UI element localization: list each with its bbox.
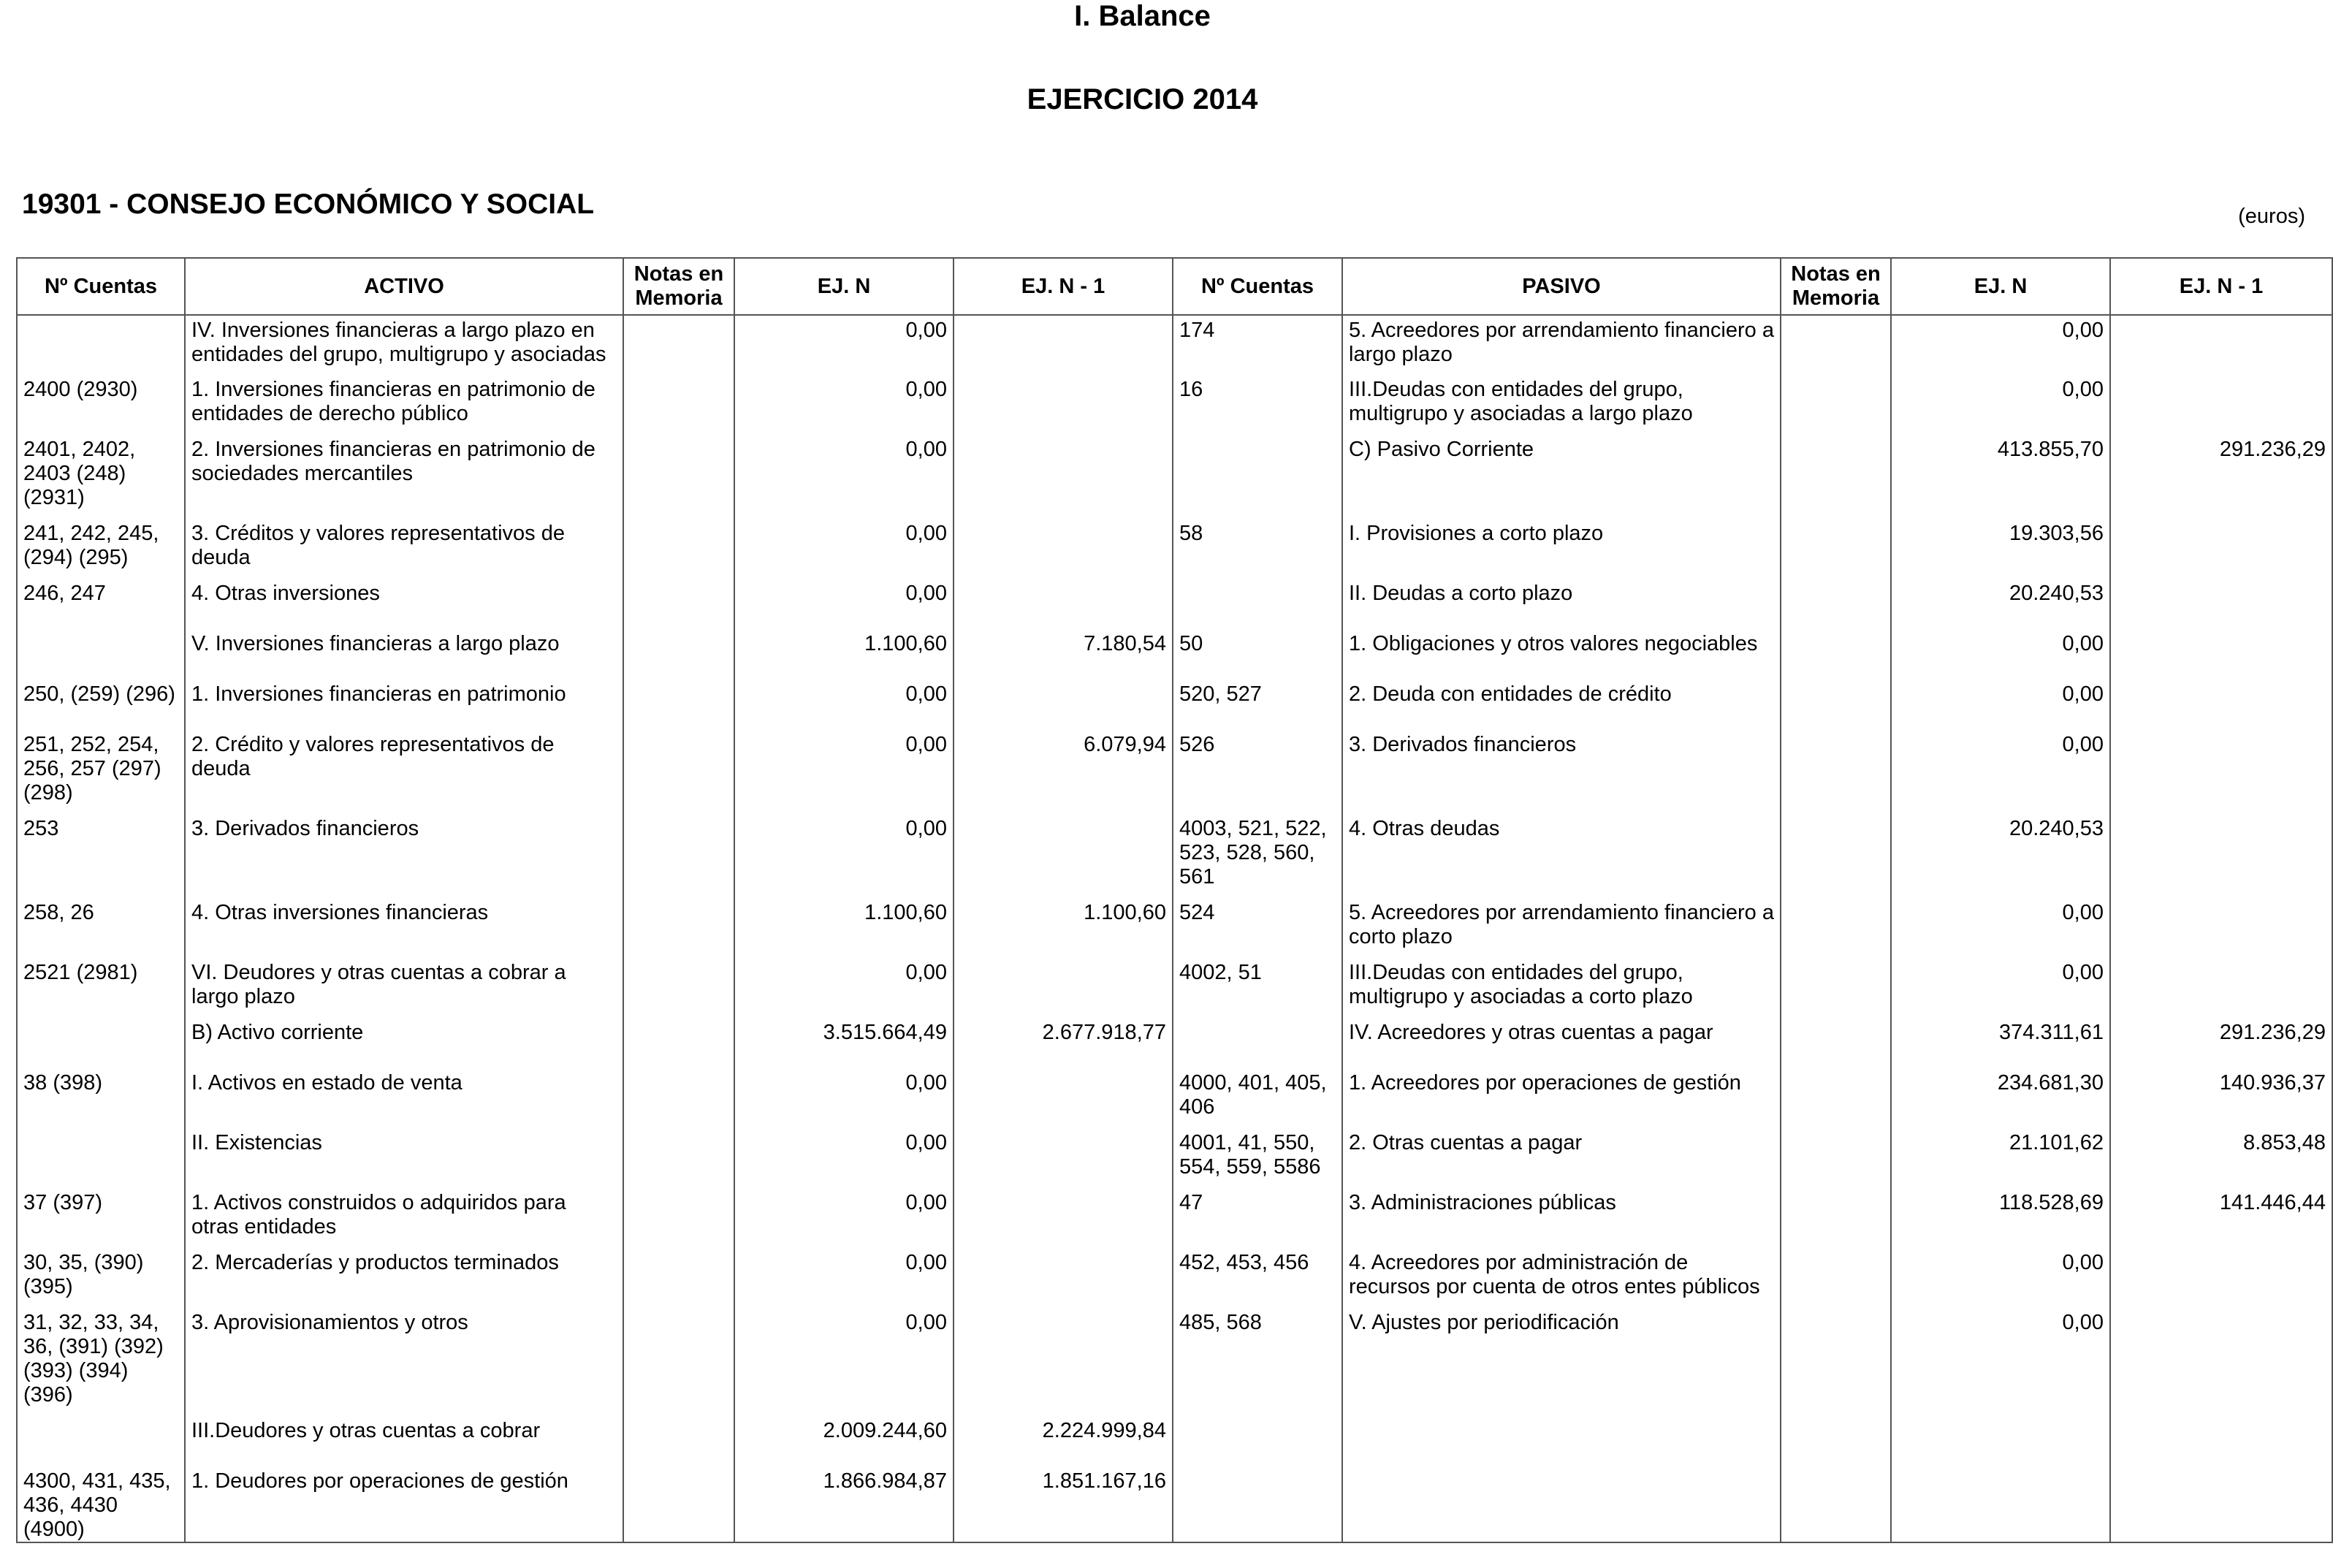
table-row — [17, 1466, 2332, 1542]
activo-ejn-cell: 0,00 — [734, 435, 954, 519]
table-row — [17, 958, 2332, 1018]
activo-cuentas-cell: 250, (259) (296) — [17, 680, 185, 730]
pasivo-label-cell: 1. Obligaciones y otros valores negociables — [1342, 629, 1781, 680]
col-header-ejn-activo: EJ. N — [734, 258, 954, 315]
activo-label-cell: III.Deudores y otras cuentas a cobrar — [185, 1416, 623, 1466]
table-row — [17, 898, 2332, 958]
activo-notas-cell — [623, 958, 734, 1018]
activo-notas-cell — [623, 1416, 734, 1466]
col-header-activo: ACTIVO — [185, 258, 623, 315]
pasivo-notas-cell — [1781, 629, 1891, 680]
col-header-cuentas-pasivo: Nº Cuentas — [1173, 258, 1342, 315]
activo-label-cell: 1. Activos construidos o adquiridos para otras entidades — [185, 1188, 623, 1248]
page-subtitle: EJERCICIO 2014 — [1027, 83, 1258, 115]
table-row — [17, 629, 2332, 680]
pasivo-ejn-cell: 20.240,53 — [1891, 814, 2110, 898]
activo-ejn-cell: 0,00 — [734, 730, 954, 814]
pasivo-ejn-cell: 0,00 — [1891, 315, 2110, 375]
pasivo-cuentas-cell: 524 — [1173, 898, 1342, 958]
pasivo-ejn1-cell: 8.853,48 — [2110, 1128, 2332, 1188]
activo-ejn1-cell — [954, 315, 1173, 375]
activo-cuentas-cell: 4300, 431, 435, 436, 4430 (4900) — [17, 1466, 185, 1542]
pasivo-ejn1-cell — [2110, 1248, 2332, 1308]
pasivo-cuentas-cell: 50 — [1173, 629, 1342, 680]
activo-cuentas-cell: 2400 (2930) — [17, 375, 185, 435]
pasivo-label-cell: II. Deudas a corto plazo — [1342, 579, 1781, 629]
pasivo-ejn-cell: 0,00 — [1891, 958, 2110, 1018]
activo-ejn-cell: 0,00 — [734, 958, 954, 1018]
activo-label-cell: 1. Inversiones financieras en patrimonio de entidades de derecho público — [185, 375, 623, 435]
activo-label-cell: 3. Aprovisionamientos y otros — [185, 1308, 623, 1416]
activo-label-cell: 4. Otras inversiones financieras — [185, 898, 623, 958]
pasivo-cuentas-cell: 174 — [1173, 315, 1342, 375]
pasivo-cuentas-cell: 4000, 401, 405, 406 — [1173, 1068, 1342, 1128]
activo-cuentas-cell — [17, 629, 185, 680]
col-header-notas-pasivo: Notas en Memoria — [1781, 258, 1891, 315]
pasivo-ejn-cell: 413.855,70 — [1891, 435, 2110, 519]
activo-ejn1-cell: 1.100,60 — [954, 898, 1173, 958]
activo-ejn1-cell — [954, 1068, 1173, 1128]
pasivo-ejn1-cell — [2110, 579, 2332, 629]
activo-notas-cell — [623, 730, 734, 814]
pasivo-notas-cell — [1781, 814, 1891, 898]
pasivo-cuentas-cell: 47 — [1173, 1188, 1342, 1248]
pasivo-ejn1-cell — [2110, 680, 2332, 730]
activo-notas-cell — [623, 315, 734, 375]
pasivo-cuentas-cell — [1173, 579, 1342, 629]
activo-notas-cell — [623, 814, 734, 898]
pasivo-label-cell: 1. Acreedores por operaciones de gestión — [1342, 1068, 1781, 1128]
pasivo-ejn-cell: 19.303,56 — [1891, 519, 2110, 579]
activo-ejn-cell: 0,00 — [734, 519, 954, 579]
table-row — [17, 435, 2332, 519]
pasivo-notas-cell — [1781, 1308, 1891, 1416]
activo-label-cell: 3. Derivados financieros — [185, 814, 623, 898]
pasivo-notas-cell — [1781, 519, 1891, 579]
table-row — [17, 1018, 2332, 1068]
pasivo-cuentas-cell — [1173, 1416, 1342, 1466]
activo-cuentas-cell: 246, 247 — [17, 579, 185, 629]
pasivo-label-cell: V. Ajustes por periodificación — [1342, 1308, 1781, 1416]
activo-cuentas-cell: 253 — [17, 814, 185, 898]
pasivo-notas-cell — [1781, 1128, 1891, 1188]
col-header-cuentas-activo: Nº Cuentas — [17, 258, 185, 315]
pasivo-cuentas-cell — [1173, 435, 1342, 519]
activo-ejn-cell: 0,00 — [734, 1188, 954, 1248]
activo-label-cell: 4. Otras inversiones — [185, 579, 623, 629]
activo-ejn1-cell — [954, 1308, 1173, 1416]
pasivo-cuentas-cell: 520, 527 — [1173, 680, 1342, 730]
activo-ejn1-cell: 6.079,94 — [954, 730, 1173, 814]
activo-cuentas-cell: 251, 252, 254, 256, 257 (297) (298) — [17, 730, 185, 814]
pasivo-notas-cell — [1781, 730, 1891, 814]
activo-ejn-cell: 0,00 — [734, 1128, 954, 1188]
pasivo-notas-cell — [1781, 1068, 1891, 1128]
activo-ejn-cell: 1.100,60 — [734, 898, 954, 958]
activo-notas-cell — [623, 1018, 734, 1068]
activo-notas-cell — [623, 435, 734, 519]
pasivo-label-cell — [1342, 1416, 1781, 1466]
table-row — [17, 730, 2332, 814]
activo-cuentas-cell: 37 (397) — [17, 1188, 185, 1248]
activo-ejn1-cell: 1.851.167,16 — [954, 1466, 1173, 1542]
pasivo-ejn-cell: 0,00 — [1891, 629, 2110, 680]
pasivo-cuentas-cell: 16 — [1173, 375, 1342, 435]
pasivo-ejn1-cell: 141.446,44 — [2110, 1188, 2332, 1248]
pasivo-ejn1-cell — [2110, 898, 2332, 958]
activo-label-cell: 1. Inversiones financieras en patrimonio — [185, 680, 623, 730]
activo-label-cell: IV. Inversiones financieras a largo plazo en entidades del grupo, multigrupo y asociadas — [185, 315, 623, 375]
table-row — [17, 1068, 2332, 1128]
pasivo-ejn-cell: 20.240,53 — [1891, 579, 2110, 629]
pasivo-ejn-cell — [1891, 1466, 2110, 1542]
activo-ejn-cell: 1.100,60 — [734, 629, 954, 680]
activo-label-cell: 1. Deudores por operaciones de gestión — [185, 1466, 623, 1542]
col-header-ejn1-pasivo: EJ. N - 1 — [2110, 258, 2332, 315]
header-row — [17, 258, 2332, 315]
pasivo-notas-cell — [1781, 898, 1891, 958]
pasivo-ejn-cell: 0,00 — [1891, 680, 2110, 730]
activo-cuentas-cell: 2521 (2981) — [17, 958, 185, 1018]
table-row — [17, 519, 2332, 579]
pasivo-ejn1-cell: 291.236,29 — [2110, 435, 2332, 519]
activo-label-cell: V. Inversiones financieras a largo plazo — [185, 629, 623, 680]
pasivo-ejn-cell: 0,00 — [1891, 1248, 2110, 1308]
pasivo-notas-cell — [1781, 1188, 1891, 1248]
pasivo-cuentas-cell: 4003, 521, 522, 523, 528, 560, 561 — [1173, 814, 1342, 898]
activo-cuentas-cell: 38 (398) — [17, 1068, 185, 1128]
pasivo-cuentas-cell: 4002, 51 — [1173, 958, 1342, 1018]
pasivo-label-cell: 5. Acreedores por arrendamiento financiero a largo plazo — [1342, 315, 1781, 375]
pasivo-ejn-cell: 0,00 — [1891, 898, 2110, 958]
activo-label-cell: 2. Crédito y valores representativos de deuda — [185, 730, 623, 814]
table-row — [17, 814, 2332, 898]
activo-ejn-cell: 0,00 — [734, 814, 954, 898]
page-title: I. Balance — [1074, 0, 1211, 32]
pasivo-notas-cell — [1781, 680, 1891, 730]
pasivo-notas-cell — [1781, 1416, 1891, 1466]
pasivo-label-cell: 3. Derivados financieros — [1342, 730, 1781, 814]
pasivo-notas-cell — [1781, 435, 1891, 519]
pasivo-cuentas-cell — [1173, 1466, 1342, 1542]
pasivo-cuentas-cell: 452, 453, 456 — [1173, 1248, 1342, 1308]
activo-ejn-cell: 0,00 — [734, 315, 954, 375]
activo-notas-cell — [623, 375, 734, 435]
pasivo-label-cell — [1342, 1466, 1781, 1542]
activo-ejn-cell: 0,00 — [734, 680, 954, 730]
activo-cuentas-cell: 31, 32, 33, 34, 36, (391) (392) (393) (394) (396) — [17, 1308, 185, 1416]
pasivo-label-cell: IV. Acreedores y otras cuentas a pagar — [1342, 1018, 1781, 1068]
activo-ejn-cell: 3.515.664,49 — [734, 1018, 954, 1068]
pasivo-ejn1-cell — [2110, 814, 2332, 898]
pasivo-ejn-cell — [1891, 1416, 2110, 1466]
activo-notas-cell — [623, 579, 734, 629]
balance-table — [16, 257, 2333, 1543]
table-row — [17, 680, 2332, 730]
activo-label-cell: II. Existencias — [185, 1128, 623, 1188]
col-header-notas-activo: Notas en Memoria — [623, 258, 734, 315]
activo-label-cell: 2. Mercaderías y productos terminados — [185, 1248, 623, 1308]
pasivo-ejn-cell: 0,00 — [1891, 1308, 2110, 1416]
activo-cuentas-cell — [17, 1416, 185, 1466]
table-row — [17, 1128, 2332, 1188]
currency-label: (euros) — [2238, 205, 2305, 228]
col-header-ejn1-activo: EJ. N - 1 — [954, 258, 1173, 315]
entity-name: 19301 - CONSEJO ECONÓMICO Y SOCIAL — [22, 189, 595, 220]
activo-notas-cell — [623, 1466, 734, 1542]
activo-notas-cell — [623, 1128, 734, 1188]
activo-cuentas-cell: 258, 26 — [17, 898, 185, 958]
pasivo-ejn1-cell — [2110, 1308, 2332, 1416]
activo-notas-cell — [623, 519, 734, 579]
activo-ejn1-cell — [954, 1128, 1173, 1188]
activo-ejn-cell: 0,00 — [734, 375, 954, 435]
pasivo-cuentas-cell: 58 — [1173, 519, 1342, 579]
pasivo-ejn1-cell — [2110, 1416, 2332, 1466]
activo-ejn1-cell — [954, 1248, 1173, 1308]
activo-label-cell: 2. Inversiones financieras en patrimonio de sociedades mercantiles — [185, 435, 623, 519]
activo-notas-cell — [623, 629, 734, 680]
pasivo-notas-cell — [1781, 579, 1891, 629]
pasivo-ejn-cell: 118.528,69 — [1891, 1188, 2110, 1248]
pasivo-notas-cell — [1781, 1466, 1891, 1542]
pasivo-ejn1-cell: 291.236,29 — [2110, 1018, 2332, 1068]
pasivo-ejn1-cell: 140.936,37 — [2110, 1068, 2332, 1128]
table-row — [17, 1416, 2332, 1466]
col-header-ejn-pasivo: EJ. N — [1891, 258, 2110, 315]
activo-label-cell: I. Activos en estado de venta — [185, 1068, 623, 1128]
table-row — [17, 1248, 2332, 1308]
pasivo-ejn-cell: 234.681,30 — [1891, 1068, 2110, 1128]
pasivo-label-cell: C) Pasivo Corriente — [1342, 435, 1781, 519]
col-header-pasivo: PASIVO — [1342, 258, 1781, 315]
pasivo-ejn-cell: 21.101,62 — [1891, 1128, 2110, 1188]
pasivo-notas-cell — [1781, 375, 1891, 435]
pasivo-label-cell: 2. Deuda con entidades de crédito — [1342, 680, 1781, 730]
activo-cuentas-cell: 241, 242, 245, (294) (295) — [17, 519, 185, 579]
pasivo-label-cell: 3. Administraciones públicas — [1342, 1188, 1781, 1248]
pasivo-cuentas-cell — [1173, 1018, 1342, 1068]
activo-notas-cell — [623, 1248, 734, 1308]
activo-ejn1-cell — [954, 375, 1173, 435]
pasivo-cuentas-cell: 526 — [1173, 730, 1342, 814]
activo-ejn1-cell — [954, 435, 1173, 519]
activo-ejn-cell: 0,00 — [734, 579, 954, 629]
activo-ejn1-cell — [954, 958, 1173, 1018]
pasivo-cuentas-cell: 4001, 41, 550, 554, 559, 5586 — [1173, 1128, 1342, 1188]
pasivo-ejn-cell: 0,00 — [1891, 375, 2110, 435]
pasivo-cuentas-cell: 485, 568 — [1173, 1308, 1342, 1416]
activo-cuentas-cell: 30, 35, (390) (395) — [17, 1248, 185, 1308]
activo-label-cell: B) Activo corriente — [185, 1018, 623, 1068]
activo-ejn-cell: 0,00 — [734, 1068, 954, 1128]
activo-ejn1-cell — [954, 680, 1173, 730]
pasivo-label-cell: I. Provisiones a corto plazo — [1342, 519, 1781, 579]
pasivo-label-cell: III.Deudas con entidades del grupo, multigrupo y asociadas a corto plazo — [1342, 958, 1781, 1018]
activo-label-cell: VI. Deudores y otras cuentas a cobrar a largo plazo — [185, 958, 623, 1018]
pasivo-ejn1-cell — [2110, 519, 2332, 579]
activo-cuentas-cell — [17, 315, 185, 375]
pasivo-ejn-cell: 374.311,61 — [1891, 1018, 2110, 1068]
pasivo-ejn1-cell — [2110, 629, 2332, 680]
pasivo-notas-cell — [1781, 1248, 1891, 1308]
activo-ejn-cell: 2.009.244,60 — [734, 1416, 954, 1466]
pasivo-notas-cell — [1781, 958, 1891, 1018]
activo-cuentas-cell — [17, 1018, 185, 1068]
pasivo-ejn1-cell — [2110, 730, 2332, 814]
pasivo-ejn1-cell — [2110, 375, 2332, 435]
activo-label-cell: 3. Créditos y valores representativos de deuda — [185, 519, 623, 579]
table-row — [17, 375, 2332, 435]
activo-notas-cell — [623, 898, 734, 958]
activo-cuentas-cell: 2401, 2402, 2403 (248) (2931) — [17, 435, 185, 519]
pasivo-label-cell: 4. Otras deudas — [1342, 814, 1781, 898]
pasivo-notas-cell — [1781, 315, 1891, 375]
activo-ejn1-cell: 2.224.999,84 — [954, 1416, 1173, 1466]
activo-ejn1-cell — [954, 1188, 1173, 1248]
activo-ejn-cell: 0,00 — [734, 1248, 954, 1308]
pasivo-ejn1-cell — [2110, 958, 2332, 1018]
activo-ejn1-cell: 2.677.918,77 — [954, 1018, 1173, 1068]
pasivo-ejn1-cell — [2110, 315, 2332, 375]
activo-ejn-cell: 1.866.984,87 — [734, 1466, 954, 1542]
activo-ejn1-cell — [954, 519, 1173, 579]
table-row — [17, 1188, 2332, 1248]
activo-notas-cell — [623, 1308, 734, 1416]
activo-ejn1-cell: 7.180,54 — [954, 629, 1173, 680]
activo-notas-cell — [623, 1068, 734, 1128]
pasivo-notas-cell — [1781, 1018, 1891, 1068]
pasivo-label-cell: 2. Otras cuentas a pagar — [1342, 1128, 1781, 1188]
activo-cuentas-cell — [17, 1128, 185, 1188]
pasivo-label-cell: 5. Acreedores por arrendamiento financiero a corto plazo — [1342, 898, 1781, 958]
pasivo-ejn1-cell — [2110, 1466, 2332, 1542]
table-row — [17, 579, 2332, 629]
table-row — [17, 1308, 2332, 1416]
activo-ejn1-cell — [954, 579, 1173, 629]
pasivo-label-cell: 4. Acreedores por administración de recursos por cuenta de otros entes públicos — [1342, 1248, 1781, 1308]
pasivo-ejn-cell: 0,00 — [1891, 730, 2110, 814]
activo-notas-cell — [623, 680, 734, 730]
activo-notas-cell — [623, 1188, 734, 1248]
table-row — [17, 315, 2332, 375]
activo-ejn-cell: 0,00 — [734, 1308, 954, 1416]
pasivo-label-cell: III.Deudas con entidades del grupo, multigrupo y asociadas a largo plazo — [1342, 375, 1781, 435]
activo-ejn1-cell — [954, 814, 1173, 898]
